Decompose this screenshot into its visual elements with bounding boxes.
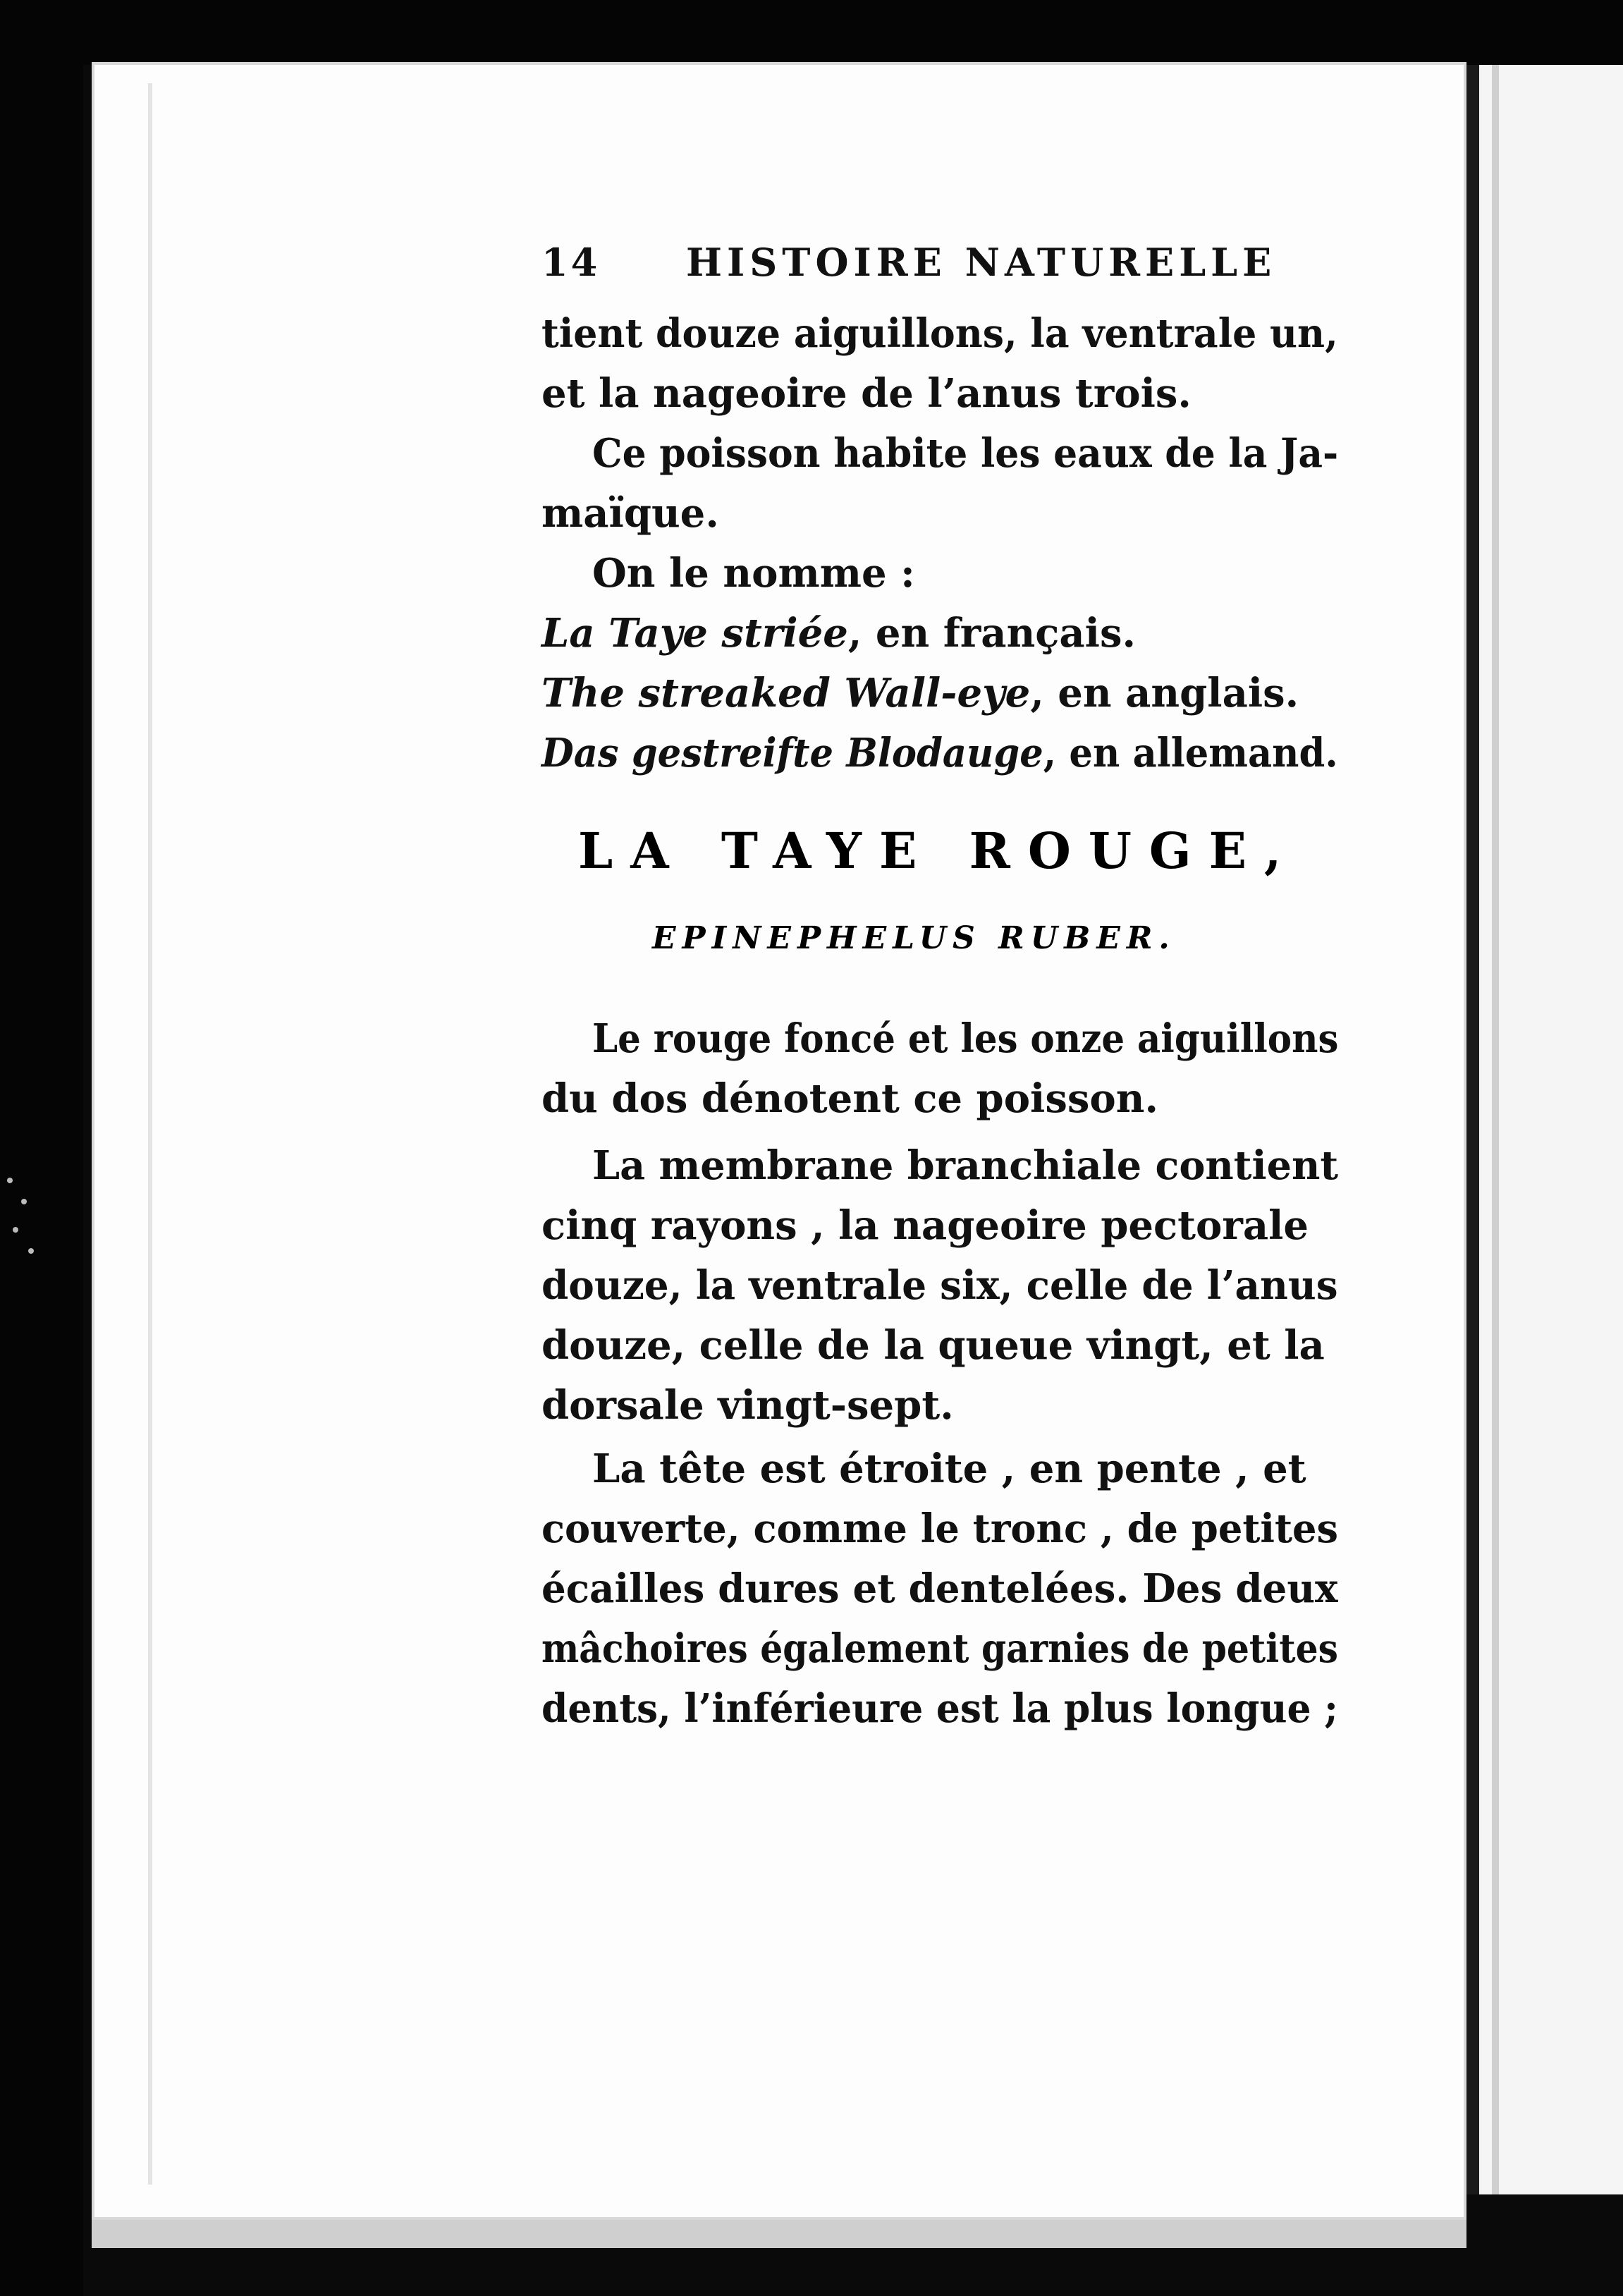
text-line: écailles dures et dentelées. Des deux: [541, 1565, 1338, 1612]
text-line: On le nomme :: [592, 550, 915, 597]
text-line: tient douze aiguillons, la ventrale un,: [541, 310, 1338, 357]
vernacular-name: La Taye striée: [541, 610, 848, 657]
scan-top-margin: [0, 0, 1623, 65]
text-line: maïque.: [541, 490, 719, 537]
name-line-english: [541, 670, 1299, 716]
text-line: du dos dénotent ce poisson.: [541, 1075, 1158, 1122]
scan-dust: [0, 1171, 42, 1269]
page-fold-line: [148, 83, 152, 2185]
text-line: dorsale vingt-sept.: [541, 1382, 954, 1429]
section-latin-name: EPINEPHELUS RUBER.: [652, 920, 1176, 956]
vernacular-name: The streaked Wall-eye: [541, 670, 1031, 716]
text-line: douze, celle de la queue vingt, et la: [541, 1322, 1325, 1369]
page-number: 14: [541, 240, 601, 285]
running-title: HISTOIRE NATURELLE: [686, 240, 1277, 285]
text-line: dents, l’inférieure est la plus longue ;: [541, 1685, 1338, 1732]
text-line: et la nageoire de l’anus trois.: [541, 370, 1192, 417]
text-line: couverte, comme le tronc , de petites: [541, 1506, 1339, 1552]
language-note: , en anglais.: [1030, 670, 1299, 716]
text-line: mâchoires également garnies de petites: [541, 1625, 1338, 1672]
text-line: Ce poisson habite les eaux de la Ja-: [592, 430, 1339, 477]
text-line: La membrane branchiale contient: [592, 1142, 1339, 1189]
facing-page-edge: [1466, 65, 1623, 2194]
name-line-french: [541, 610, 1136, 657]
text-line: douze, la ventrale six, celle de l’anus: [541, 1262, 1338, 1309]
text-line: cinq rayons , la nageoire pectorale: [541, 1202, 1309, 1249]
page-bottom-shadow: [92, 2220, 1466, 2248]
vernacular-name: Das gestreifte Blodauge: [541, 730, 1043, 776]
language-note: , en allemand.: [1043, 730, 1338, 776]
name-line-german: [541, 730, 1338, 776]
text-line: La tête est étroite , en pente , et: [592, 1446, 1306, 1492]
scan-left-margin: [0, 0, 83, 2296]
language-note: , en français.: [847, 610, 1136, 657]
section-title: LA TAYE ROUGE,: [578, 822, 1299, 880]
running-header: [541, 240, 1338, 296]
text-line: Le rouge foncé et les onze aiguillons: [592, 1015, 1339, 1062]
